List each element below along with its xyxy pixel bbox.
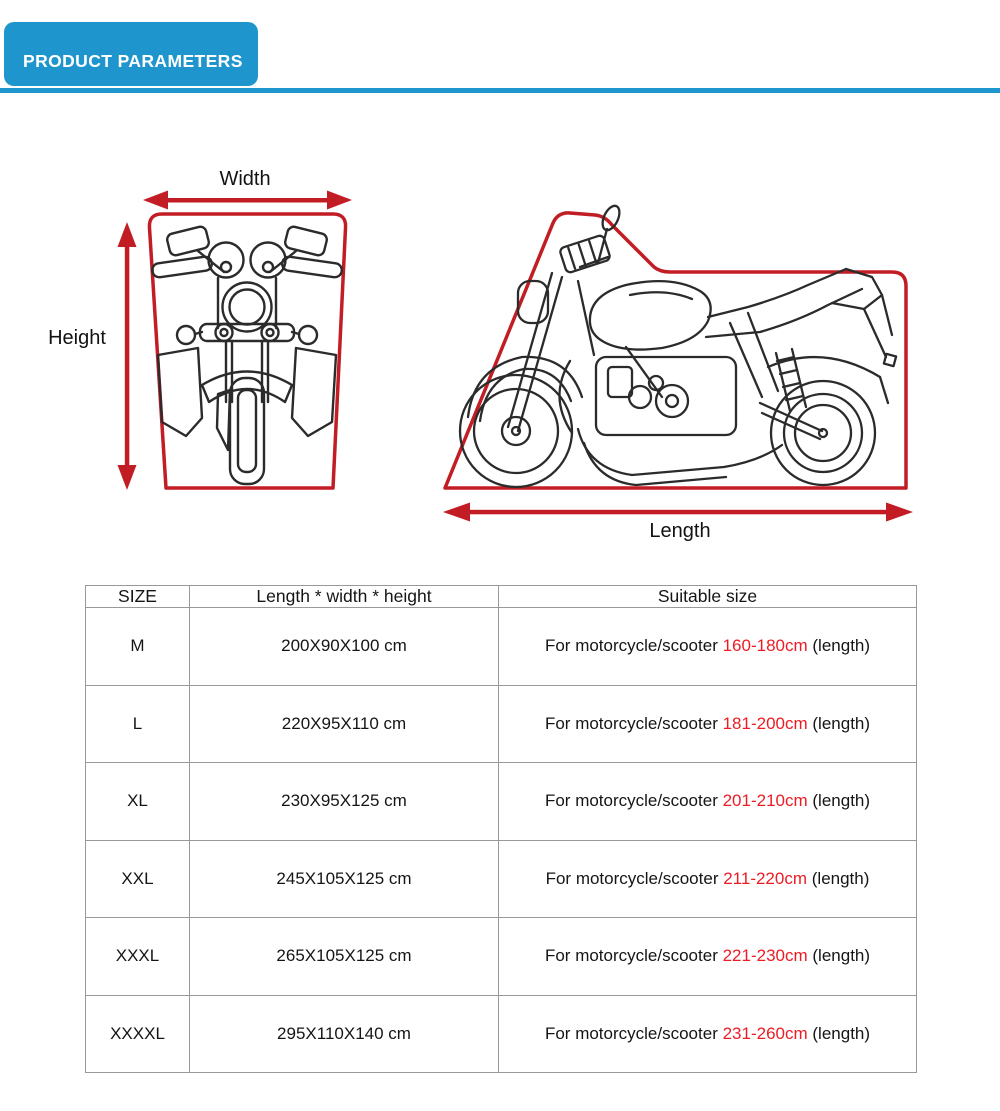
suitable-suffix: (length) bbox=[811, 868, 870, 888]
size-cell: L bbox=[86, 685, 190, 763]
suitable-prefix: For motorcycle/scooter bbox=[544, 713, 718, 733]
dimensions-cell: 220X95X110 cm bbox=[190, 685, 499, 763]
section-header-banner bbox=[4, 22, 258, 86]
suitable-suffix: (length) bbox=[812, 946, 871, 966]
suitable-range: 181-200cm bbox=[722, 713, 808, 733]
size-table bbox=[85, 585, 917, 1073]
dimensions-cell: 245X105X125 cm bbox=[190, 840, 499, 918]
suitable-suffix: (length) bbox=[812, 713, 871, 733]
width-label: Width bbox=[219, 168, 271, 190]
suitable-suffix: (length) bbox=[812, 1023, 871, 1043]
suitable-cell bbox=[499, 763, 917, 841]
suitable-cell bbox=[499, 995, 917, 1073]
table-row bbox=[86, 763, 917, 841]
size-cell: XXXL bbox=[86, 918, 190, 996]
suitable-cell bbox=[499, 918, 917, 996]
table-row bbox=[86, 840, 917, 918]
length-arrow bbox=[443, 503, 913, 522]
dimensions-cell: 230X95X125 cm bbox=[190, 763, 499, 841]
suitable-prefix: For motorcycle/scooter bbox=[544, 946, 718, 966]
motorcycle-side-art bbox=[460, 203, 896, 487]
suitable-range: 201-210cm bbox=[722, 791, 808, 811]
dimensions-cell: 265X105X125 cm bbox=[190, 918, 499, 996]
suitable-prefix: For motorcycle/scooter bbox=[545, 868, 719, 888]
dimensions-cell: 200X90X100 cm bbox=[190, 608, 499, 686]
suitable-cell bbox=[499, 608, 917, 686]
column-header-suitable: Suitable size bbox=[499, 586, 917, 608]
length-label: Length bbox=[649, 520, 711, 542]
suitable-cell bbox=[499, 685, 917, 763]
table-header-row bbox=[86, 586, 917, 608]
dimensions-cell: 295X110X140 cm bbox=[190, 995, 499, 1073]
suitable-prefix: For motorcycle/scooter bbox=[544, 1023, 718, 1043]
size-cell: XXL bbox=[86, 840, 190, 918]
table-row bbox=[86, 995, 917, 1073]
width-arrow bbox=[143, 191, 352, 210]
suitable-suffix: (length) bbox=[812, 636, 871, 656]
suitable-range: 221-230cm bbox=[722, 946, 808, 966]
suitable-cell bbox=[499, 840, 917, 918]
side-view-diagram-art bbox=[430, 185, 920, 550]
column-header-size: SIZE bbox=[86, 586, 190, 608]
size-cell: M bbox=[86, 608, 190, 686]
suitable-prefix: For motorcycle/scooter bbox=[544, 636, 718, 656]
table-row bbox=[86, 608, 917, 686]
size-cell: XL bbox=[86, 763, 190, 841]
size-cell: XXXXL bbox=[86, 995, 190, 1073]
height-label: Height bbox=[48, 327, 106, 349]
height-arrow bbox=[118, 222, 137, 490]
column-header-dimensions: Length * width * height bbox=[190, 586, 499, 608]
suitable-range: 231-260cm bbox=[722, 1023, 808, 1043]
section-title: PRODUCT PARAMETERS bbox=[23, 50, 243, 71]
suitable-suffix: (length) bbox=[812, 791, 871, 811]
motorcycle-front-art bbox=[151, 225, 342, 484]
suitable-prefix: For motorcycle/scooter bbox=[544, 791, 718, 811]
suitable-range: 211-220cm bbox=[723, 868, 808, 888]
table-row bbox=[86, 685, 917, 763]
header-divider-line bbox=[0, 88, 1000, 93]
suitable-range: 160-180cm bbox=[722, 636, 808, 656]
side-cover-outline bbox=[445, 213, 906, 488]
table-row bbox=[86, 918, 917, 996]
